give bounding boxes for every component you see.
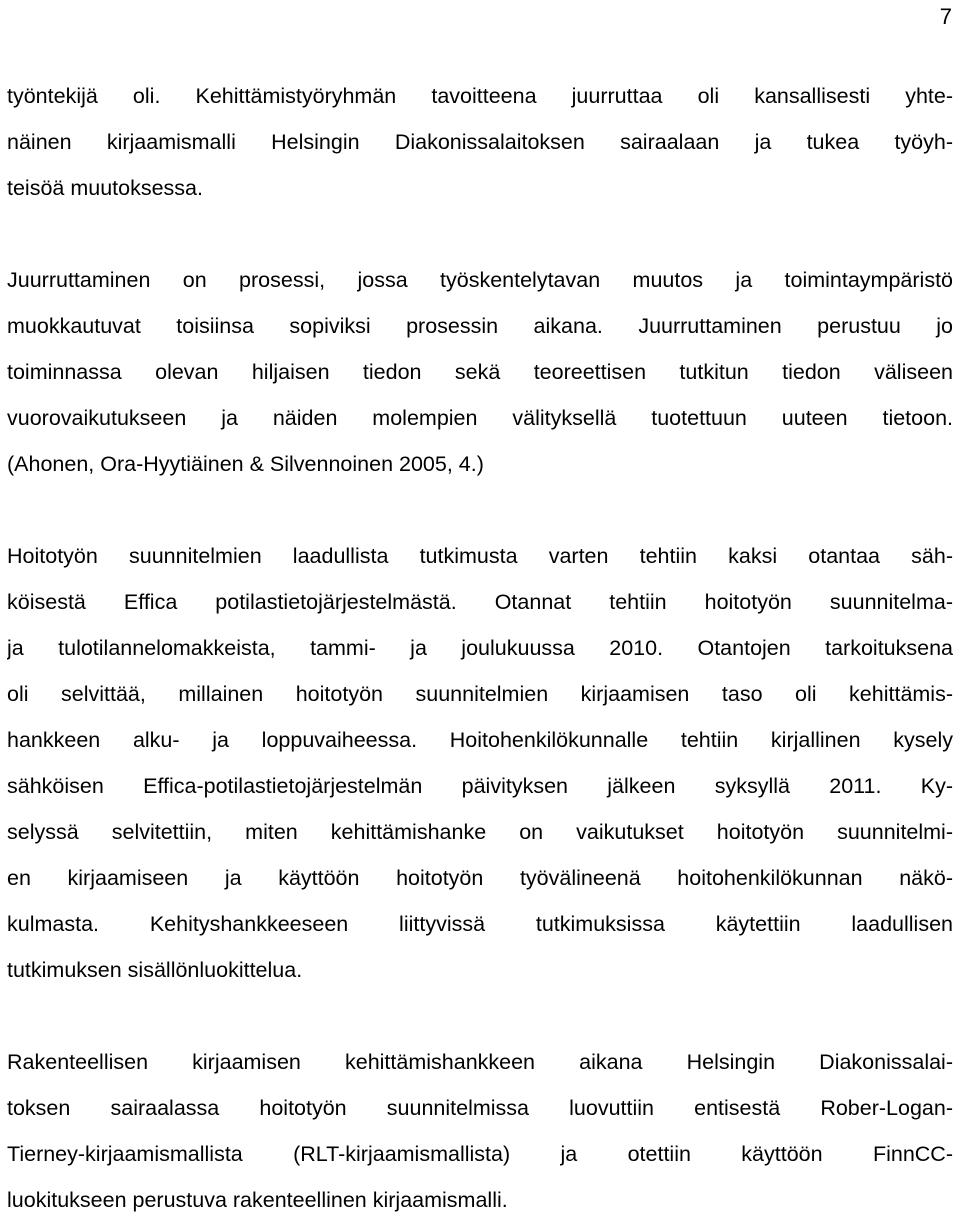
text-line: Rakenteellisen kirjaamisen kehittämishankkeen aikana Helsingin Diakonissalai- bbox=[7, 1050, 953, 1074]
text-line: en kirjaamiseen ja käyttöön hoitotyön työvälineenä hoitohenkilökunnan näkö- bbox=[7, 866, 953, 890]
text-line: tutkimuksen sisällönluokittelua. bbox=[7, 958, 303, 982]
text-line: työntekijä oli. Kehittämistyöryhmän tavoitteena juurruttaa oli kansallisesti yhte- bbox=[7, 84, 953, 108]
text-line: vuorovaikutukseen ja näiden molempien välityksellä tuotettuun uuteen tietoon. bbox=[7, 406, 953, 430]
text-line: (Ahonen, Ora-Hyytiäinen & Silvennoinen 2005, 4.) bbox=[7, 452, 484, 476]
text-line: muokkautuvat toisiinsa sopiviksi prosessin aikana. Juurruttaminen perustuu jo bbox=[7, 314, 953, 338]
text-line: toksen sairaalassa hoitotyön suunnitelmissa luovuttiin entisestä Rober-Logan- bbox=[7, 1096, 953, 1120]
text-line: oli selvittää, millainen hoitotyön suunnitelmien kirjaamisen taso oli kehittämis- bbox=[7, 682, 953, 706]
text-line: toiminnassa olevan hiljaisen tiedon sekä teoreettisen tutkitun tiedon väliseen bbox=[7, 360, 953, 384]
text-line: köisestä Effica potilastietojärjestelmästä. Otannat tehtiin hoitotyön suunnitelma- bbox=[7, 590, 953, 614]
page-number: 7 bbox=[939, 4, 952, 29]
text-line: Hoitotyön suunnitelmien laadullista tutkimusta varten tehtiin kaksi otantaa säh- bbox=[7, 544, 953, 568]
text-line: luokitukseen perustuva rakenteellinen kirjaamismalli. bbox=[7, 1188, 508, 1212]
text-line: näinen kirjaamismalli Helsingin Diakonissalaitoksen sairaalaan ja tukea työyh- bbox=[7, 130, 953, 154]
text-line: sähköisen Effica-potilastietojärjestelmän päivityksen jälkeen syksyllä 2011. Ky- bbox=[7, 774, 953, 798]
text-line: selyssä selvitettiin, miten kehittämishanke on vaikutukset hoitotyön suunnitelmi- bbox=[7, 820, 953, 844]
text-line: kulmasta. Kehityshankkeeseen liittyvissä tutkimuksissa käytettiin laadullisen bbox=[7, 912, 953, 936]
text-line: Tierney-kirjaamismallista (RLT-kirjaamismallista) ja otettiin käyttöön FinnCC- bbox=[7, 1142, 953, 1166]
text-line: teisöä muutoksessa. bbox=[7, 176, 203, 200]
text-line: ja tulotilannelomakkeista, tammi- ja joulukuussa 2010. Otantojen tarkoituksena bbox=[7, 636, 953, 660]
text-line: hankkeen alku- ja loppuvaiheessa. Hoitohenkilökunnalle tehtiin kirjallinen kysely bbox=[7, 728, 953, 752]
text-line: Juurruttaminen on prosessi, jossa työskentelytavan muutos ja toimintaympäristö bbox=[7, 268, 953, 292]
